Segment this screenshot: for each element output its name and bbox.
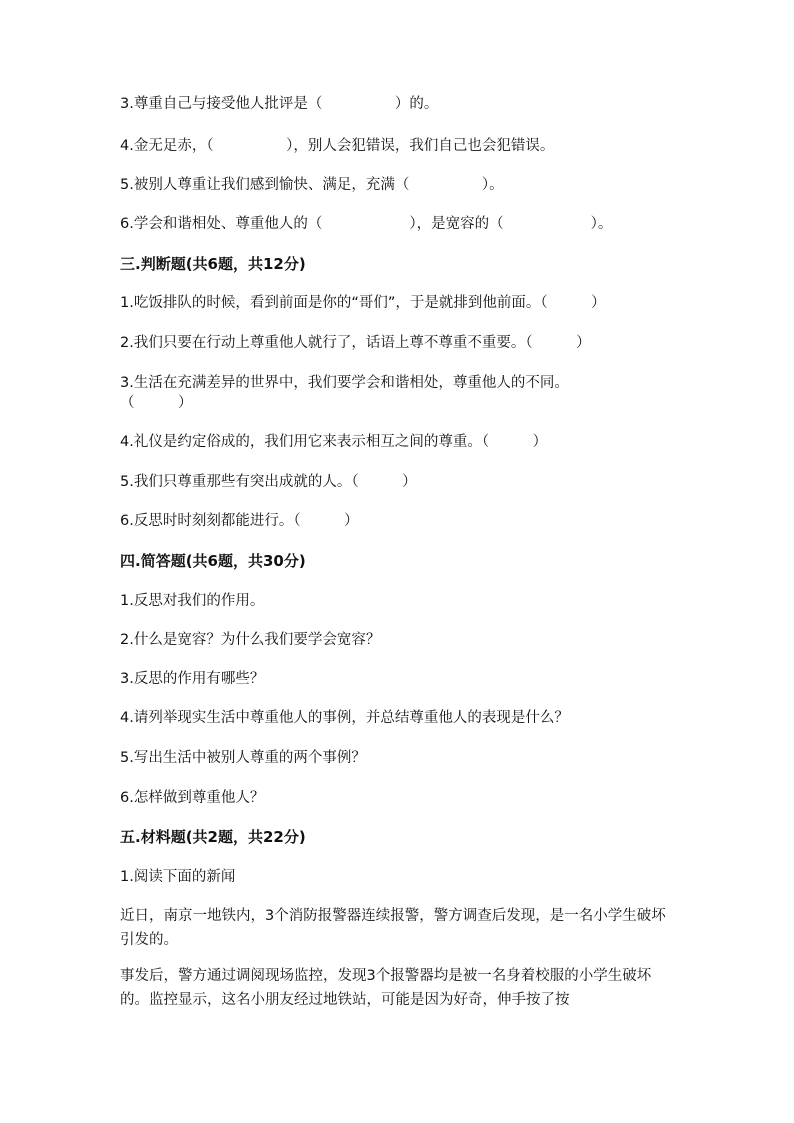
judge-q3: 3.生活在充满差异的世界中，我们要学会和谐相处，尊重他人的不同。 [120,375,569,391]
judge-q2: 2.我们只要在行动上尊重他人就行了，话语上尊不尊重不重要。（ ） [120,335,591,351]
fill-in-q6: 6.学会和谐相处、尊重他人的（ ），是宽容的（ ）。 [120,216,613,232]
section-4-heading: 四.简答题(共6题，共30分) [120,552,306,570]
fill-in-q4: 4.金无足赤，（ ），别人会犯错误，我们自己也会犯错误。 [120,138,555,154]
fill-in-q3: 3.尊重自己与接受他人批评是（ ）的。 [120,96,439,112]
judge-q6: 6.反思时时刻刻都能进行。（ ） [120,513,359,529]
short-answer-q1: 1.反思对我们的作用。 [120,593,265,609]
material-paragraph-1: 近日，南京一地铁内，3个消防报警器连续报警，警方调查后发现，是一名小学生破坏引发的。 [120,908,666,948]
fill-in-q5: 5.被别人尊重让我们感到愉快、满足，充满（ ）。 [120,177,504,193]
section-5-heading: 五.材料题(共2题，共22分) [120,828,306,846]
short-answer-q5: 5.写出生活中被别人尊重的两个事例？ [120,750,366,766]
material-paragraph-2: 事发后，警方通过调阅现场监控，发现3个报警器均是被一名身着校服的小学生破坏的。监控显示，这名小朋友经过地铁站，可能是因为好奇，伸手按了按 [120,968,652,1008]
section-3-heading: 三.判断题(共6题，共12分) [120,255,306,273]
short-answer-q2: 2.什么是宽容？为什么我们要学会宽容？ [120,632,381,648]
judge-q3-blank: （ ） [120,395,193,411]
judge-q1: 1.吃饭排队的时候，看到前面是你的“哥们”，于是就排到他前面。（ ） [120,295,606,311]
short-answer-q6: 6.怎样做到尊重他人？ [120,790,265,806]
short-answer-q3: 3.反思的作用有哪些？ [120,671,265,687]
material-q1-title: 1.阅读下面的新闻 [120,869,236,885]
judge-q4: 4.礼仪是约定俗成的，我们用它来表示相互之间的尊重。（ ） [120,434,548,450]
short-answer-q4: 4.请列举现实生活中尊重他人的事例，并总结尊重他人的表现是什么？ [120,710,569,726]
judge-q5: 5.我们只尊重那些有突出成就的人。（ ） [120,474,417,490]
